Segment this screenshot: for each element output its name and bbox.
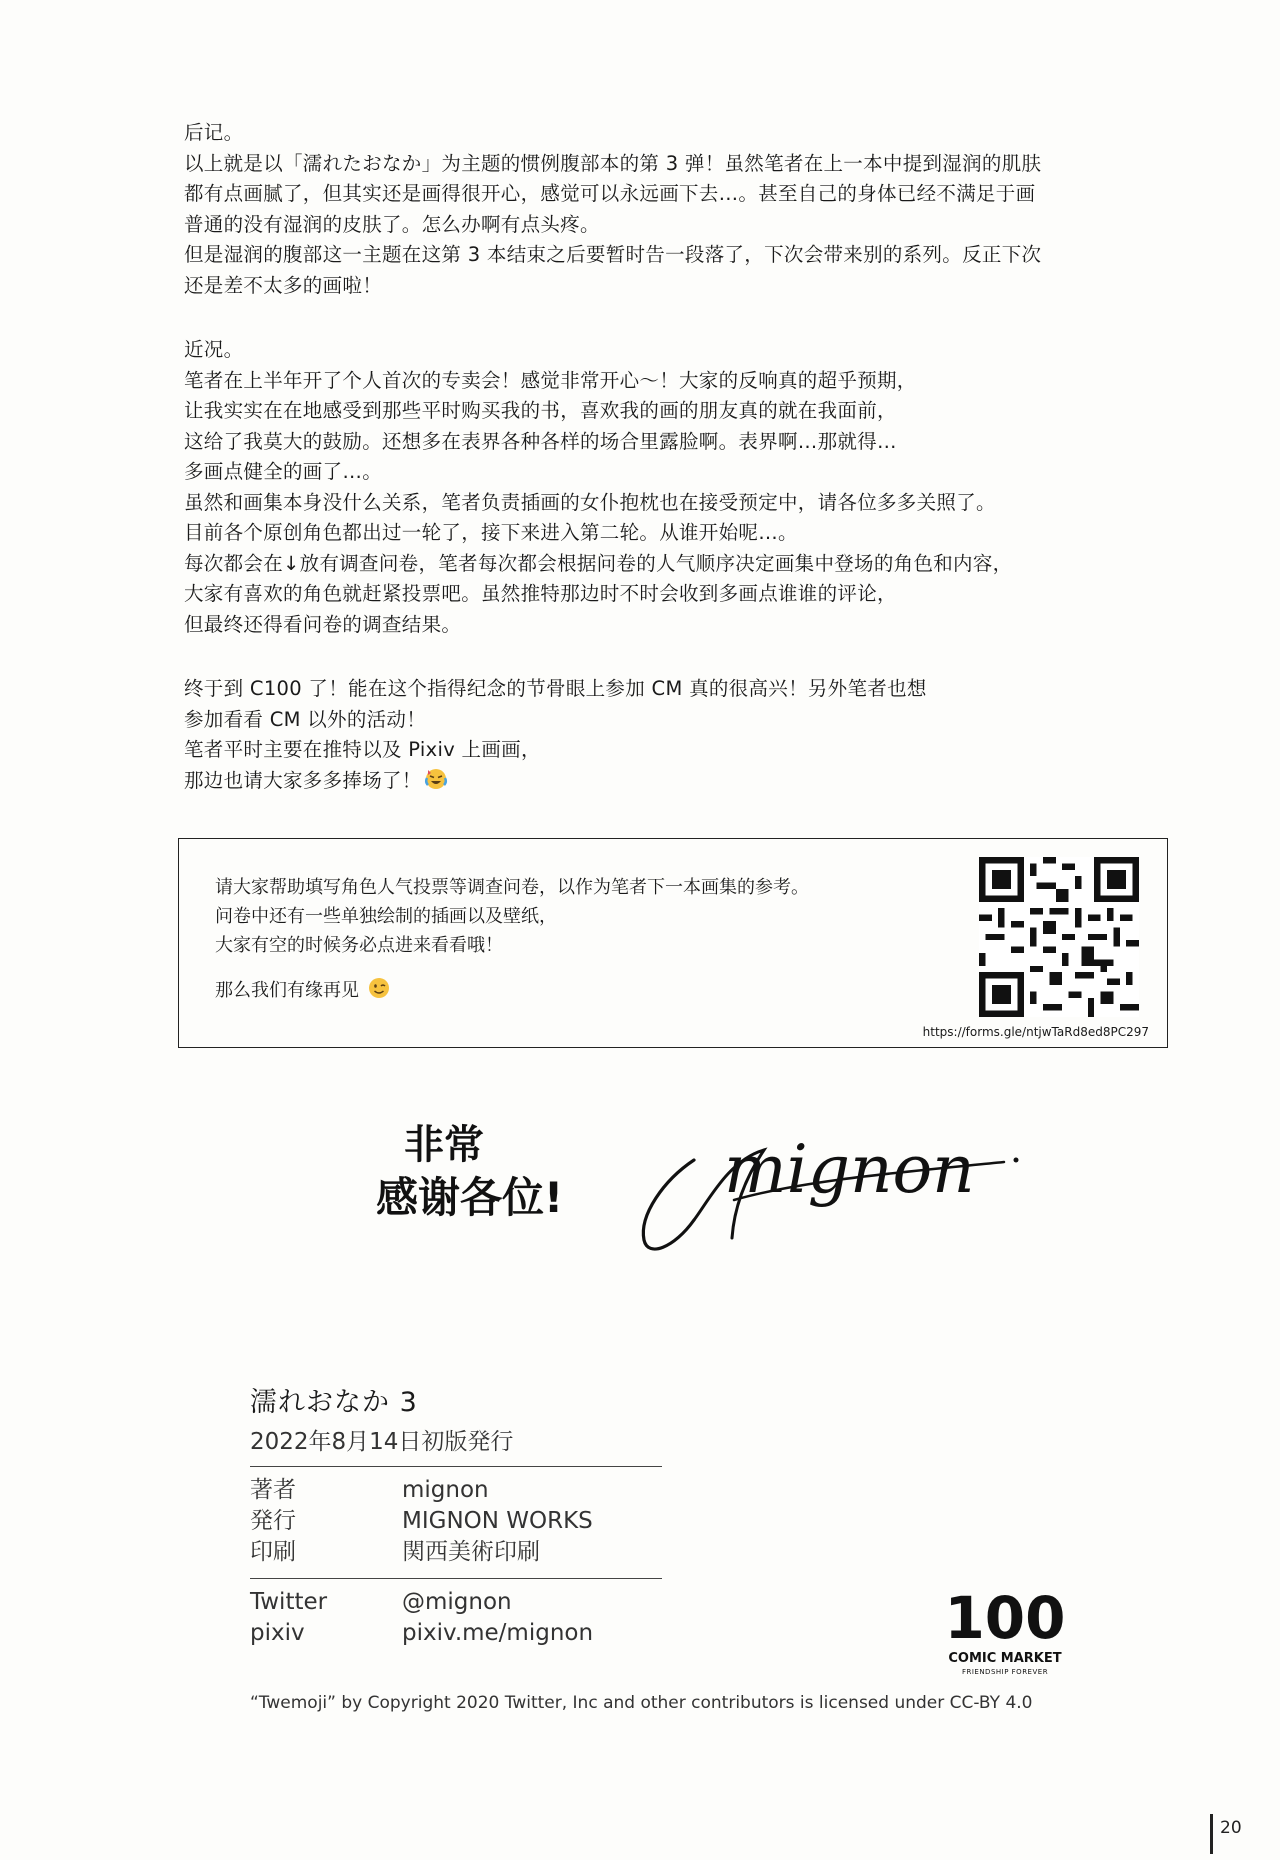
social-key: pixiv [250,1620,305,1646]
afterword-line: 以上就是以「濡れたおなか」为主题的惯例腹部本的第 3 弹！虽然笔者在上一本中提到湿润的肌肤 [184,151,1042,175]
social-key: Twitter [250,1589,328,1615]
comic-market-logo [930,1582,1080,1682]
credit-value: 関西美術印刷 [402,1539,540,1565]
afterword-line: 参加看看 CM 以外的活动！ [184,707,427,731]
afterword-line-text: 那边也请大家多多捧场了！ [184,768,422,792]
logo-tagline: FRIENDSHIP FOREVER [961,1668,1049,1676]
publication-date: 2022年8月14日初版発行 [250,1429,514,1455]
winking-face-emoji-icon [367,976,391,1009]
afterword-line: 近况。 [184,338,244,361]
survey-url[interactable]: https://forms.gle/ntjwTaRd8ed8PC297 [922,1025,1149,1039]
afterword-line: 还是差不太多的画啦！ [184,273,383,297]
social-handle[interactable]: @mignon [402,1589,512,1615]
credit-value: MIGNON WORKS [402,1508,593,1534]
afterword-line: 目前各个原创角色都出过一轮了，接下来进入第二轮。从谁开始呢…。 [184,521,798,544]
page-marker [1210,1814,1213,1854]
social-link[interactable]: pixiv.me/mignon [402,1620,594,1646]
crying-laughing-emoji-icon [424,767,448,801]
divider [250,1466,662,1467]
afterword-line: 但最终还得看问卷的调查结果。 [184,612,462,636]
credit-value: mignon [402,1477,489,1503]
credit-row [250,1537,670,1568]
survey-line: 大家有空的时候务必点进来看看哦！ [215,935,503,956]
afterword-line: 笔者平时主要在推特以及 Pixiv 上画画， [184,738,541,761]
page-number: 20 [1220,1818,1242,1838]
survey-line: 问卷中还有一些单独绘制的插画以及壁纸， [215,906,557,927]
afterword-line: 每次都会在↓放有调查问卷，笔者每次都会根据问卷的人气顺序决定画集中登场的角色和内容， [184,551,1013,575]
thanks-line-2: 感谢各位! [376,1173,564,1222]
afterword-line: 让我实实在在地感受到那些平时购买我的书，喜欢我的画的朋友真的就在我面前， [184,399,897,422]
handwritten-thanks [372,1110,612,1230]
survey-line: 请大家帮助填写角色人气投票等调查问卷，以作为笔者下一本画集的参考。 [215,877,809,898]
license-note: “Twemoji” by Copyright 2020 Twitter, Inc and other contributors is licensed under CC-BY 4.0 [250,1693,1033,1713]
credit-row [250,1475,670,1506]
afterword-line: 普通的没有湿润的皮肤了。怎么办啊有点头疼。 [184,212,600,236]
logo-number: 100 [944,1584,1066,1652]
social-row [250,1618,670,1649]
colophon [250,1380,670,1649]
afterword [184,118,1184,800]
afterword-line: 多画点健全的画了…。 [184,460,383,483]
afterword-line: 大家有喜欢的角色就赶紧投票吧。虽然推特那边时不时会收到多画点谁谁的评论， [184,582,897,605]
thanks-line-1: 非常 [404,1122,484,1168]
afterword-line: 虽然和画集本身没什么关系，笔者负责插画的女仆抱枕也在接受预定中，请各位多多关照了。 [184,490,996,514]
survey-box [178,838,1168,1048]
credit-row [250,1506,670,1537]
divider [250,1578,662,1579]
logo-name: COMIC MARKET [948,1651,1062,1666]
survey-text [215,873,809,1009]
afterword-line: 终于到 C100 了！能在这个指得纪念的节骨眼上参加 CM 真的很高兴！另外笔者也想 [184,677,927,700]
credit-key: 印刷 [250,1539,296,1565]
afterword-line: 笔者在上半年开了个人首次的专卖会！感觉非常开心～！大家的反响真的超乎预期， [184,368,917,392]
signature-text: mignon [724,1131,975,1208]
social-row [250,1587,670,1618]
credit-key: 発行 [250,1508,296,1534]
afterword-line: 后记。 [184,121,244,144]
afterword-line: 但是湿润的腹部这一主题在这第 3 本结束之后要暂时告一段落了，下次会带来别的系列。反正下次 [184,243,1042,266]
afterword-line: 都有点画腻了，但其实还是画得很开心，感觉可以永远画下去…。甚至自己的身体已经不满足于画 [184,182,1036,205]
signature [624,1120,1044,1270]
farewell-line [215,976,809,1009]
farewell-text: 那么我们有缘再见 [215,980,359,1001]
qr-code-icon[interactable] [979,857,1139,1017]
afterword-line: 这给了我莫大的鼓励。还想多在表界各种各样的场合里露脸啊。表界啊…那就得… [184,429,897,453]
book-title: 濡れおなか 3 [250,1387,418,1418]
credit-key: 著者 [250,1477,296,1503]
afterword-line [184,766,1184,801]
